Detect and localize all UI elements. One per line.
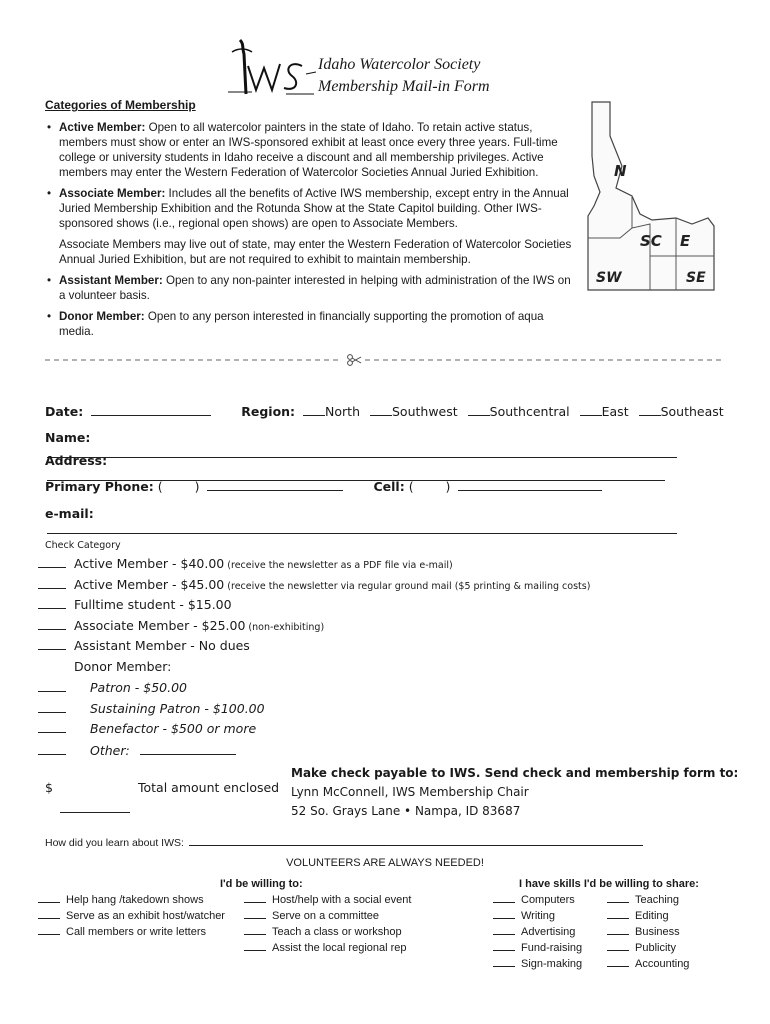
willing-list-1 — [38, 892, 225, 940]
skill-item[interactable]: Computers — [493, 892, 582, 908]
cut-line — [45, 354, 725, 366]
skill-item[interactable]: Fund-raising — [493, 940, 582, 956]
map-region-sc: SC — [640, 232, 662, 250]
option-active-mail-blank[interactable] — [38, 577, 66, 589]
region-southeast-blank[interactable] — [639, 403, 661, 416]
iws-logo — [222, 36, 317, 100]
cell-phone-field[interactable] — [458, 478, 602, 491]
phone-paren-open: ( — [157, 479, 163, 494]
mailing-instructions — [291, 764, 738, 821]
total-currency: $ — [45, 780, 53, 795]
check-category-heading: Check Category — [45, 540, 121, 551]
skills-list-2 — [607, 892, 689, 972]
option-sustaining-blank[interactable] — [38, 701, 66, 713]
option-active-pdf[interactable]: Active Member - $40.00 (receive the newsletter as a PDF file via e-mail) — [38, 556, 453, 571]
region-southcentral-blank[interactable] — [468, 403, 490, 416]
idaho-region-map — [580, 96, 720, 296]
skills-list-1 — [493, 892, 582, 972]
map-region-sw: SW — [596, 270, 622, 286]
option-student[interactable]: Fulltime student - $15.00 — [38, 597, 232, 612]
address-label: Address: — [45, 453, 108, 468]
learn-label: How did you learn about IWS: — [45, 837, 184, 849]
skill-item[interactable]: Publicity — [607, 940, 689, 956]
email-row — [45, 506, 725, 537]
option-benefactor-blank[interactable] — [38, 721, 66, 733]
email-field[interactable] — [47, 521, 677, 534]
option-sustaining[interactable]: Sustaining Patron - $100.00 — [38, 701, 265, 716]
skill-item[interactable]: Writing — [493, 908, 582, 924]
willing-item[interactable]: Help hang /takedown shows — [38, 892, 225, 908]
option-assistant-blank[interactable] — [38, 638, 66, 650]
volunteers-banner: VOLUNTEERS ARE ALWAYS NEEDED! — [286, 857, 484, 869]
cell-label: Cell: — [373, 479, 405, 494]
region-east: East — [601, 404, 629, 419]
willing-item[interactable]: Call members or write letters — [38, 924, 225, 940]
map-region-n: N — [614, 162, 627, 180]
assistant-member-desc: • Assistant Member: Open to any non-painter interested in helping with administration of the IWS on a volunteer basis. — [45, 273, 575, 303]
category-list — [45, 120, 575, 345]
option-student-blank[interactable] — [38, 597, 66, 609]
option-active-pdf-blank[interactable] — [38, 556, 66, 568]
donor-heading: Donor Member: — [74, 659, 172, 674]
option-patron[interactable]: Patron - $50.00 — [38, 680, 187, 695]
total-amount-field[interactable] — [60, 812, 130, 813]
region-southwest: Southwest — [392, 404, 458, 419]
map-region-se: SE — [686, 270, 706, 286]
mailing-recipient: Lynn McConnell, IWS Membership Chair — [291, 785, 529, 799]
skill-item[interactable]: Advertising — [493, 924, 582, 940]
skill-item[interactable]: Accounting — [607, 956, 689, 972]
region-southcentral: Southcentral — [489, 404, 570, 419]
active-member-desc: • Active Member: Open to all watercolor painters in the state of Idaho. To retain active status, members must show or enter an IWS-sponsored exhibit at least once every three years. Full-time college or university students in Idaho receive a discount and all membership privileges. Active members may enter the Western Federation of Watercolor Societies Annual Juried Exhibition. — [45, 120, 575, 180]
willing-item[interactable]: Assist the local regional rep — [244, 940, 411, 956]
willing-list-2 — [244, 892, 411, 956]
option-associate[interactable]: Associate Member - $25.00 (non-exhibiting) — [38, 618, 324, 633]
donor-member-desc: • Donor Member: Open to any person interested in financially supporting the promotion of aqua media. — [45, 309, 575, 339]
option-other-blank[interactable] — [38, 743, 66, 755]
org-name: Idaho Watercolor Society — [318, 56, 481, 73]
option-active-mail[interactable]: Active Member - $45.00 (receive the newsletter via regular ground mail ($5 printing & mailing costs) — [38, 577, 590, 592]
skills-heading: I have skills I'd be willing to share: — [519, 878, 699, 890]
mailing-heading: Make check payable to IWS. Send check and membership form to: — [291, 766, 739, 780]
option-associate-blank[interactable] — [38, 618, 66, 630]
org-title — [318, 54, 490, 98]
date-field[interactable] — [91, 403, 211, 416]
willing-item[interactable]: Host/help with a social event — [244, 892, 411, 908]
associate-member-note: Associate Members may live out of state, may enter the Western Federation of Watercolor Societies Annual Juried Exhibition, but are not required to exhibit to maintain membership. — [59, 238, 572, 266]
logo-text: IWS — [222, 36, 224, 37]
option-assistant[interactable]: Assistant Member - No dues — [38, 638, 250, 653]
learn-field[interactable] — [189, 836, 643, 846]
cell-paren-close: ) — [445, 479, 451, 494]
other-amount-field[interactable] — [140, 742, 236, 755]
categories-heading: Categories of Membership — [45, 98, 196, 112]
region-north-blank[interactable] — [303, 403, 325, 416]
scissors-icon — [348, 355, 361, 366]
phone-label: Primary Phone: — [45, 479, 154, 494]
willing-item[interactable]: Serve as an exhibit host/watcher — [38, 908, 225, 924]
willing-heading: I'd be willing to: — [220, 878, 303, 890]
skill-item[interactable]: Business — [607, 924, 689, 940]
email-label: e-mail: — [45, 506, 94, 521]
phone-row — [45, 478, 725, 494]
date-label: Date: — [45, 404, 84, 419]
cell-paren-open: ( — [408, 479, 414, 494]
skill-item[interactable]: Teaching — [607, 892, 689, 908]
option-benefactor[interactable]: Benefactor - $500 or more — [38, 721, 256, 736]
date-region-row — [45, 403, 725, 419]
map-region-e: E — [680, 232, 691, 250]
region-east-blank[interactable] — [580, 403, 602, 416]
region-southeast: Southeast — [660, 404, 724, 419]
phone-paren-close: ) — [194, 479, 200, 494]
primary-phone-field[interactable] — [207, 478, 343, 491]
willing-item[interactable]: Serve on a committee — [244, 908, 411, 924]
skill-item[interactable]: Sign-making — [493, 956, 582, 972]
total-label: Total amount enclosed — [138, 780, 280, 795]
form-name: Membership Mail-in Form — [318, 78, 490, 95]
region-southwest-blank[interactable] — [370, 403, 392, 416]
willing-item[interactable]: Teach a class or workshop — [244, 924, 411, 940]
option-patron-blank[interactable] — [38, 680, 66, 692]
region-label: Region: — [241, 404, 296, 419]
mailing-address: 52 So. Grays Lane • Nampa, ID 83687 — [291, 804, 521, 818]
associate-member-desc: • Associate Member: Includes all the benefits of Active IWS membership, except entry in the Annual Juried Membership Exhibition and the Rotunda Show at the State Capitol building. Other IWS-sponsored shows (i.e., regional open shows) are open to Associate Members. — [45, 186, 575, 231]
name-label: Name: — [45, 430, 91, 445]
learn-row — [45, 836, 643, 849]
option-other[interactable]: Other: — [38, 742, 236, 758]
skill-item[interactable]: Editing — [607, 908, 689, 924]
region-north: North — [325, 404, 361, 419]
